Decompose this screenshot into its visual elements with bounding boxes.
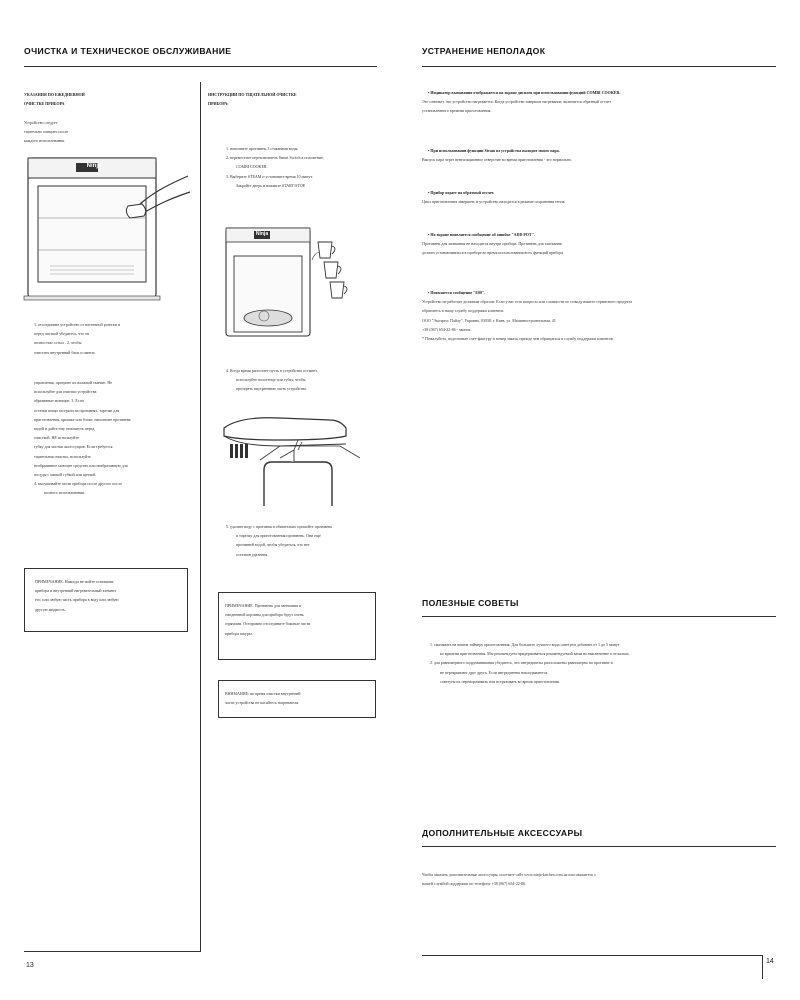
deep-cleaning-step-5: 5. удалите воду с противня и обязательно промойте противень и тарелку для приготовления противень. Они ещё противней водой, чтобы убедиться, что нет остатков удаления. [226, 524, 333, 557]
brand-logo-1: Ninja [86, 163, 102, 169]
right-corner-rule [762, 955, 763, 979]
tips-rule [422, 616, 776, 617]
left-bottom-rule [24, 951, 200, 952]
left-page-number: 13 [26, 962, 34, 969]
troubleshoot-item-4: • На экране появляется сообщение об ошибке "ADD POT". Противень для запекания не находится внутри прибора. Противень для запекания должен устанавливаться в приборе во время использования всех функций прибора. [422, 232, 565, 256]
tips-list: 1. смазывать на вашем таймеру приготовления. Для большего лучшего вида советуем добавить от 1 до 5 минут ко времени приготовления. Мы рекомендуем придерживаться рекомендуемой вами на выключение в отсылках. 2. для равномерного подрумянивания убедитесь, что ингредиенты расположены равномерно на противне и не перекрывают друг друга. Если ингредиенты накладываются советуем их переворачивать или встряхивать во время приготовления. [430, 642, 630, 684]
warning-box: ВНИМАНИЕ: во время очистки внутренней части устройства не касайтесь нагревателя. [218, 680, 376, 718]
column-divider [200, 82, 201, 952]
appliance-cleaning-illustration [20, 146, 200, 306]
daily-note-box: ПРИМЕЧАНИЕ. Никогда не мойте основание прибора и внутренний нагревательный элемент его, или любую часть прибора в воду или любую другую жидкость. [24, 568, 188, 632]
right-page-title: УСТРАНЕНИЕ НЕПОЛАДОК [422, 46, 546, 56]
accessories-rule [422, 846, 776, 847]
daily-cleaning-steps: 1. отсоедините устройство от настенной розетки и перед чисткой убедитесь, что он полностью остыл . 2. чтобы очистить внутренний блок и панель [34, 322, 121, 355]
left-title-rule [24, 66, 377, 67]
daily-cleaning-heading: УКАЗАНИЯ ПО ЕЖЕДНЕВНОЙ ОЧИСТКЕ ПРИБОРА [24, 92, 85, 107]
deep-note-box: ПРИМЕЧАНИЕ. Противень для запекания и ежедневной корзины для прибора будут очень горячими. Осторожно отсоедините боковые части прибора шкуры. [218, 592, 376, 660]
troubleshoot-item-1: • Индикатор вызывания отображается на экране дисплея при использовании функций COMBI COOKER. Это означает, что устройство нагревается. Когда устройство завершит нагревание, включится обратный отсчет установленного времени приготовления. [422, 90, 621, 114]
deep-cleaning-steps-1-3: 1. наполните противень 3 стаканами воды. 2. переместите переключатель Smart Switch в положение, COMBI COOKER. 3. Выберите STEAM и установите время 10 минут. Закройте дверь и нажмите START/STOP. [226, 146, 324, 188]
troubleshoot-item-3: • Прибор издает на обратный отсчет. Цикл приготовления завершен, и устройство находится в режиме сохранения тепла. [422, 190, 566, 205]
daily-cleaning-intro: Устройство следует тщательно очищать после каждого использования. [24, 120, 69, 144]
tips-title: ПОЛЕЗНЫЕ СОВЕТЫ [422, 598, 519, 608]
steam-clean-illustration [220, 222, 360, 342]
heater-closeup-illustration [220, 410, 370, 510]
deep-cleaning-step-4: 4. Когда время распотает пусть в устройство остынет, используйте полотенце или губку, чтобы протереть внутреннюю часть устройства. [226, 368, 318, 392]
troubleshoot-item-5: • Появляется сообщение "E00". Устройство не работает должным образом. Если у вас есть вопросы или сложности по поводу вашего сервисного продукта обратитесь в нашу службу поддержки клиентов. ООО "Экспресс Пэйлу", Украина, 03038, г. Киев, ул. Машиностроительная, 41 +38 (067) 654-22-86 - звонок. * Пожалуйста, подготовьте счет-фактуру и номер заказа, прежде чем обращаться в службу поддержки клиентов. [422, 290, 632, 342]
accessories-text: Чтобы заказать дополнительные аксессуары, посетите сайт www.ninja-kitchen.com.ua или свяжитесь с нашей службой поддержки по телефону +38 (067) 654-22-86. [422, 872, 596, 887]
right-page-number: 14 [766, 958, 774, 965]
right-title-rule [422, 66, 776, 67]
troubleshoot-item-2: • При использовании функции Steam из устройства выходит много пара. Выпуск пара через вентиляционное отверстие во время приготовления - это нормально. [422, 148, 572, 163]
left-page-title: ОЧИСТКА И ТЕХНИЧЕСКОЕ ОБСЛУЖИВАНИЕ [24, 46, 232, 56]
right-bottom-rule [422, 955, 762, 956]
daily-cleaning-steps-cont: управления, протрите их влажной тканью. Не используйте для очистки устройства абразивные моющие. 3. Если остатки пищи застряли на противнях, тарелке для приготовления, крышке или блоке, наполните противень водой и дайте ему отмокнуть перед очисткой. НЕ используйте губку для чистки аксессуаров. Если требуется тщательная очистка, используйте неабразивное моющее средство или неабразивную для посуды с мягкой губкой или щеткой. 4. высушивайте части прибора после другого после полного использования. [34, 380, 131, 496]
brand-logo-2: Ninja [255, 231, 269, 237]
accessories-title: ДОПОЛНИТЕЛЬНЫЕ АКСЕССУАРЫ [422, 828, 583, 838]
deep-cleaning-heading: ИНСТРУКЦИИ ПО ТЩАТЕЛЬНОЙ ОЧИСТКЕ ПРИБОРА: [208, 92, 297, 107]
